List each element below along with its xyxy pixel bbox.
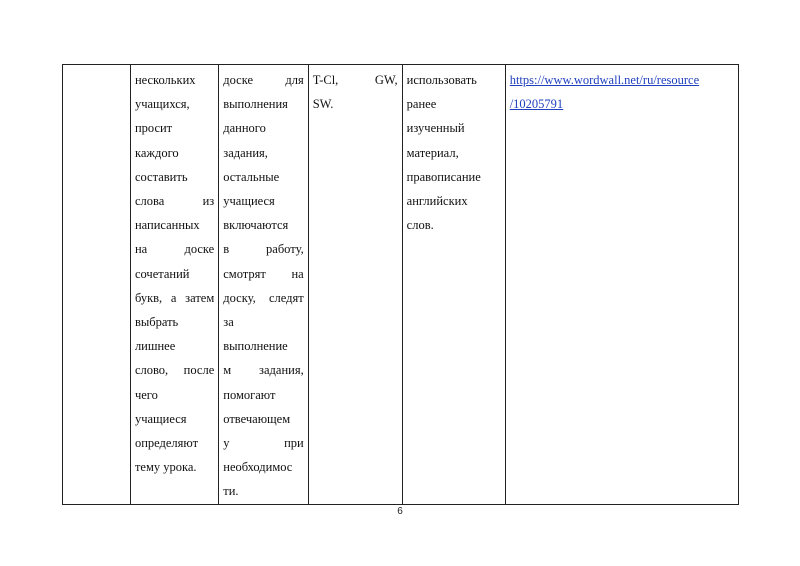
cell-text-line: необходимос <box>223 460 293 475</box>
table-cell-student-activity <box>219 65 308 505</box>
cell-text-line: включаются <box>223 218 289 233</box>
cell-text-line: английских <box>406 194 468 209</box>
cell-text-line: доске для <box>223 73 304 87</box>
cell-text-line: отвечающем <box>223 411 291 426</box>
cell-text-line: тему урока. <box>134 460 197 475</box>
cell-text-line: просит <box>134 121 173 136</box>
cell-text-line: выполнение <box>223 339 288 354</box>
cell-text-line: у при <box>223 436 304 451</box>
cell-text-line: материал, <box>406 145 459 160</box>
cell-text-line: м задания, <box>223 363 304 378</box>
cell-text-line: в работу, <box>223 242 304 257</box>
cell-text-line: на доске <box>134 242 215 257</box>
table-row <box>63 65 739 505</box>
table-cell-expected-result <box>402 65 505 505</box>
cell-text-line: учащиеся <box>223 194 275 209</box>
cell-text-line: определяют <box>134 436 199 451</box>
cell-text-line: выбрать <box>134 315 179 330</box>
cell-text-line: слова из <box>134 194 215 209</box>
cell-text-line: правописание <box>406 169 481 184</box>
cell-text-line: чего <box>134 387 158 402</box>
table-cell-resources <box>505 65 738 505</box>
cell-text-line: данного <box>223 121 266 136</box>
cell-text-line: нескольких <box>134 73 196 87</box>
cell-text-line: сочетаний <box>134 266 190 281</box>
cell-text-line: учащихся, <box>134 97 190 112</box>
lesson-plan-table <box>62 64 739 505</box>
cell-text-line: T-Cl, GW, <box>312 73 398 87</box>
resource-link-line-2[interactable]: /10205791 <box>509 97 564 112</box>
cell-text-line: написанных <box>134 218 200 233</box>
cell-text-line: SW. <box>312 97 334 112</box>
page-number: 6 <box>397 506 403 517</box>
cell-text-line: задания, <box>223 145 268 160</box>
cell-text-line: ранее <box>406 97 437 112</box>
resource-link-line-1[interactable]: https://www.wordwall.net/ru/resource <box>509 73 700 87</box>
cell-text-line: учащиеся <box>134 411 187 426</box>
cell-text-line: ти. <box>223 484 239 499</box>
cell-text-line: выполнения <box>223 97 288 112</box>
cell-text-line: букв, а затем <box>134 290 215 305</box>
cell-text-line: лишнее <box>134 339 176 354</box>
cell-text-line: остальные <box>223 169 280 184</box>
cell-text-line: изученный <box>406 121 465 136</box>
cell-text-line: использовать <box>406 73 477 87</box>
cell-text-line: каждого <box>134 145 179 160</box>
cell-text-line: слово, после <box>134 363 215 378</box>
cell-text-line: слов. <box>406 218 434 233</box>
cell-text-line: доску, следят <box>223 290 304 305</box>
table-cell-teacher-activity <box>130 65 218 505</box>
table-cell-work-form <box>308 65 402 505</box>
cell-text-line: смотрят на <box>223 266 304 281</box>
cell-text-line: составить <box>134 169 188 184</box>
table-cell-stage <box>63 65 131 505</box>
cell-text-line: помогают <box>223 387 276 402</box>
cell-text-line: за <box>223 315 234 330</box>
